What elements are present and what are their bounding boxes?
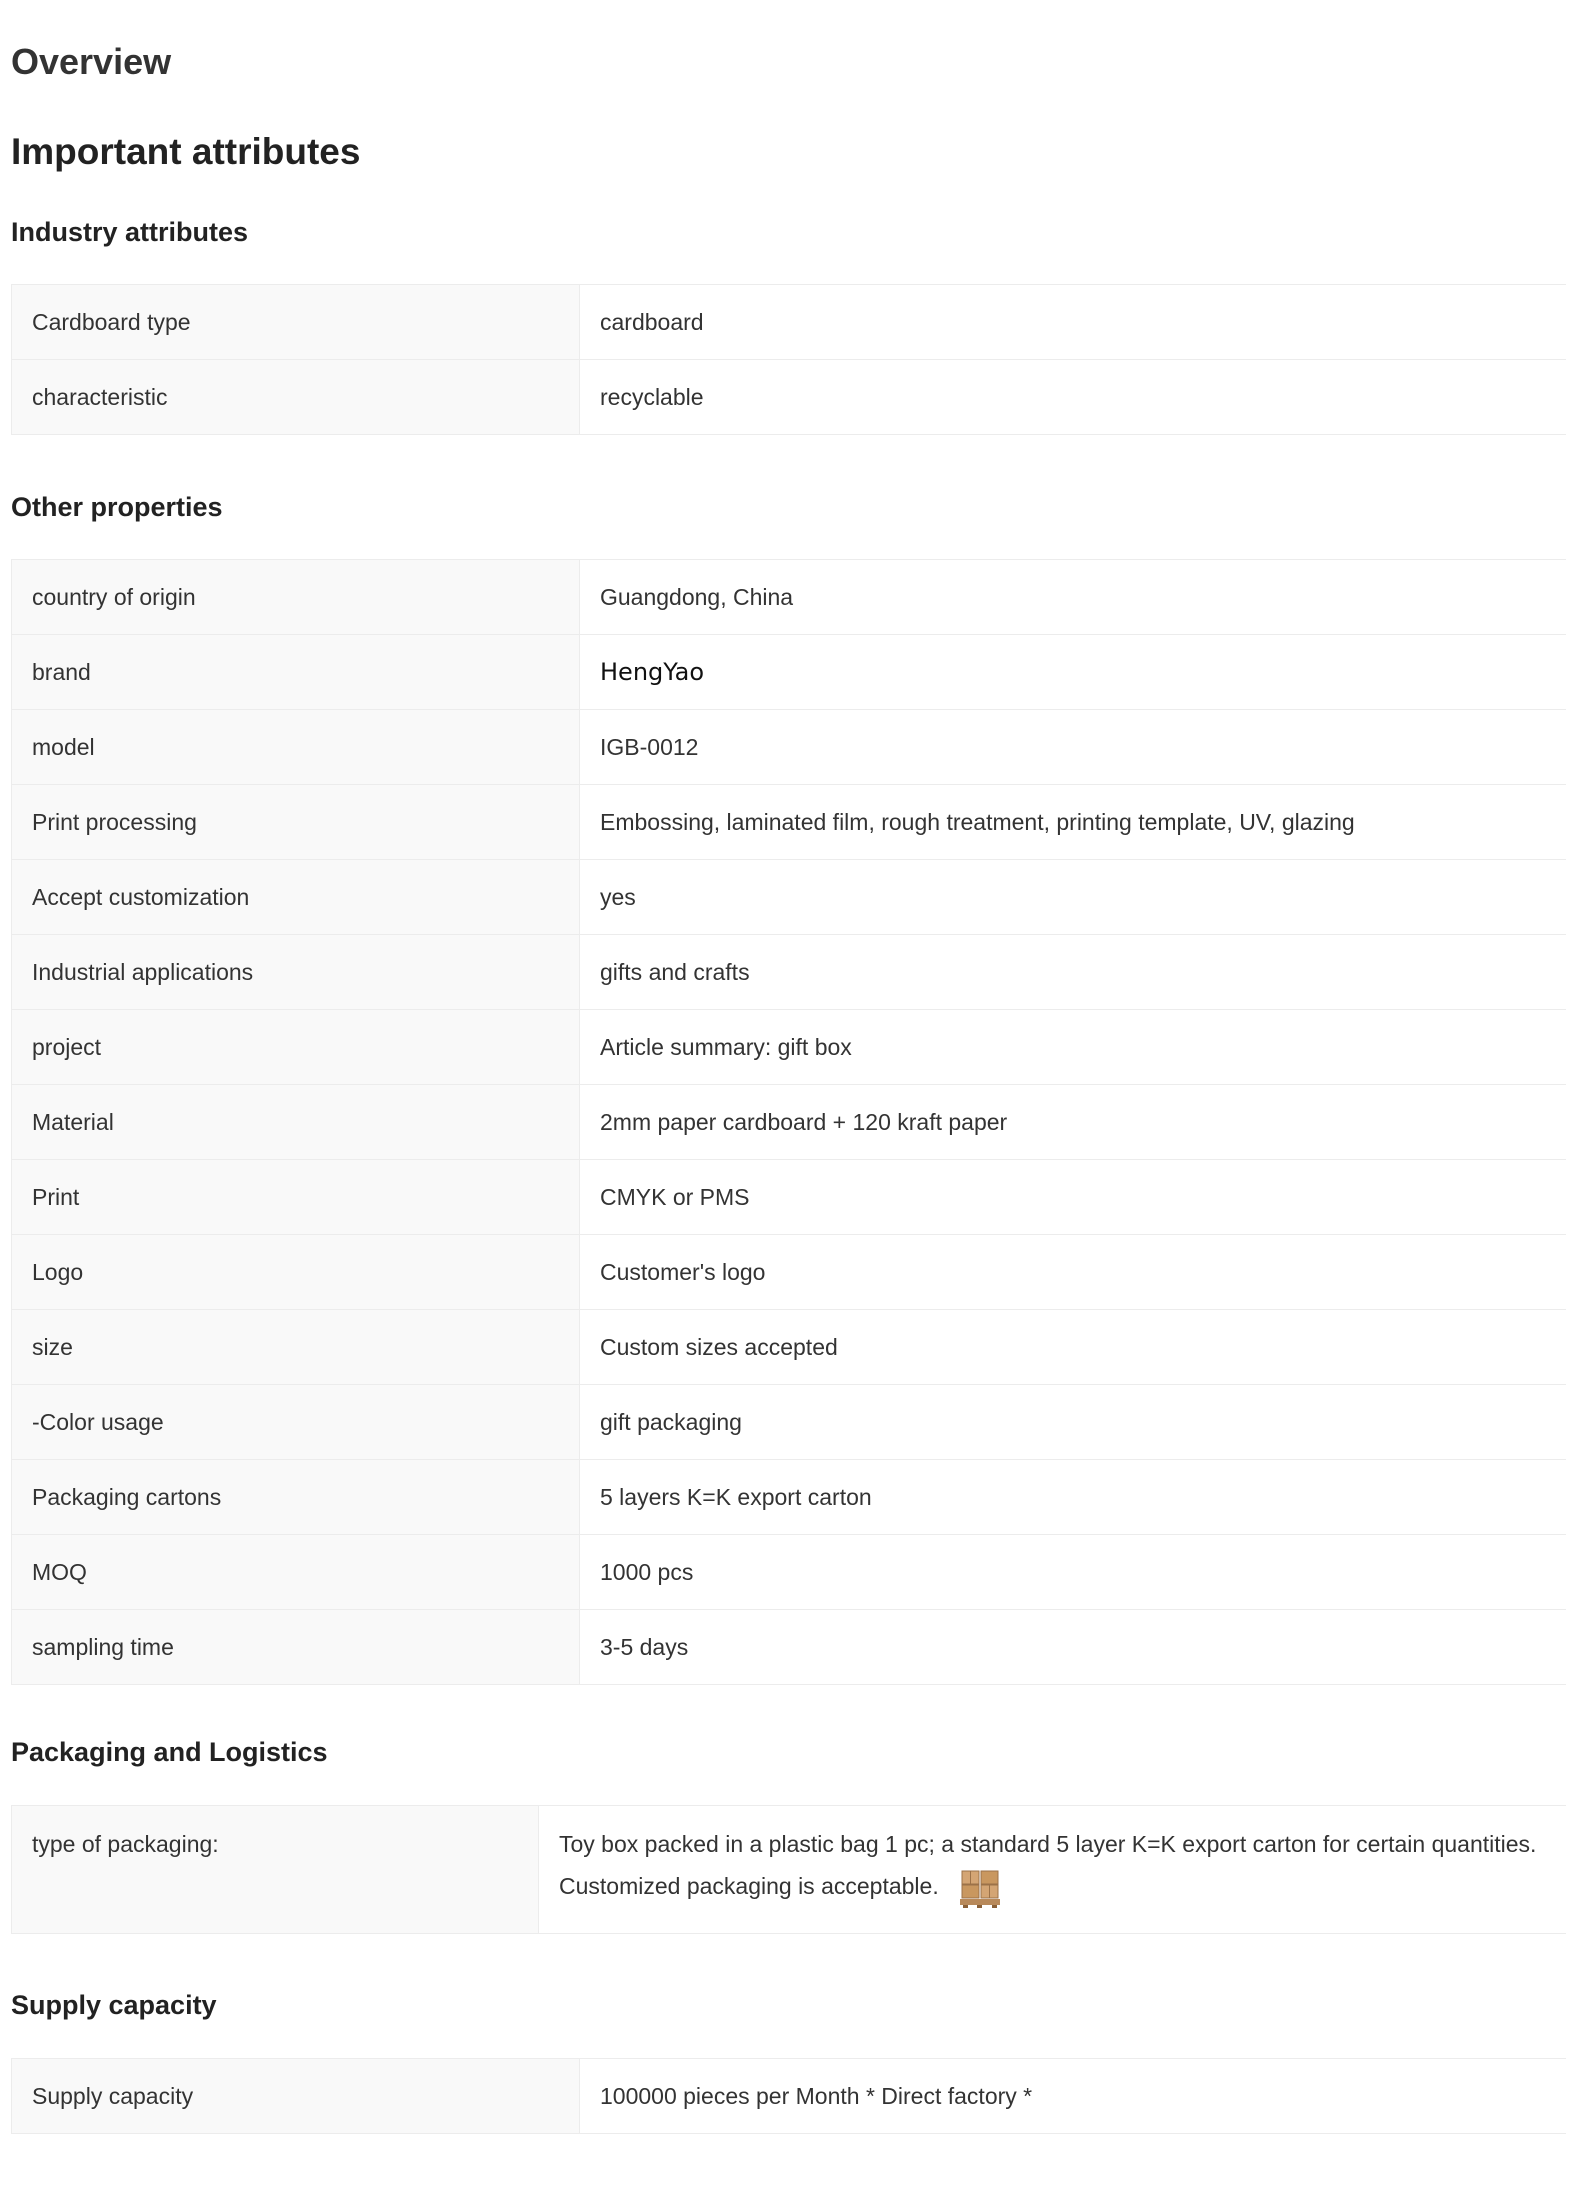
attribute-key: characteristic	[12, 360, 580, 435]
attribute-key: model	[12, 710, 580, 785]
table-row	[12, 1085, 1567, 1160]
attribute-key: Accept customization	[12, 860, 580, 935]
other-properties-heading: Other properties	[11, 492, 223, 522]
attribute-key: Industrial applications	[12, 935, 580, 1010]
pallet-boxes-icon	[957, 1868, 1003, 1908]
industry-attributes-table	[11, 284, 1566, 435]
attribute-value: recyclable	[580, 360, 1567, 435]
attribute-value: cardboard	[580, 285, 1567, 360]
table-row	[12, 935, 1567, 1010]
table-row	[12, 1610, 1567, 1685]
table-row	[12, 1385, 1567, 1460]
table-row	[12, 360, 1567, 435]
attribute-value: 2mm paper cardboard + 120 kraft paper	[580, 1085, 1567, 1160]
attribute-value: 5 layers K=K export carton	[580, 1460, 1567, 1535]
attribute-value: 1000 pcs	[580, 1535, 1567, 1610]
attribute-key: -Color usage	[12, 1385, 580, 1460]
supply-capacity-heading: Supply capacity	[11, 1990, 217, 2020]
attribute-key: brand	[12, 635, 580, 710]
table-row	[12, 1310, 1567, 1385]
attribute-key: Logo	[12, 1235, 580, 1310]
attribute-value: Embossing, laminated film, rough treatment, printing template, UV, glazing	[580, 785, 1567, 860]
attribute-key: project	[12, 1010, 580, 1085]
attribute-value: gifts and crafts	[580, 935, 1567, 1010]
table-row	[12, 710, 1567, 785]
attribute-key: Print processing	[12, 785, 580, 860]
table-row	[12, 1806, 1567, 1934]
attribute-value-cell	[580, 635, 1567, 710]
attribute-key: Packaging cartons	[12, 1460, 580, 1535]
attribute-value: 3-5 days	[580, 1610, 1567, 1685]
table-row	[12, 1535, 1567, 1610]
attribute-value: Customer's logo	[580, 1235, 1567, 1310]
brand-value: HengYao	[600, 658, 705, 686]
attribute-key: Supply capacity	[12, 2059, 580, 2134]
packaging-logistics-heading: Packaging and Logistics	[11, 1737, 328, 1767]
table-row	[12, 560, 1567, 635]
attribute-key: Material	[12, 1085, 580, 1160]
table-row	[12, 2059, 1567, 2134]
table-row	[12, 1010, 1567, 1085]
attribute-key: Print	[12, 1160, 580, 1235]
table-row	[12, 1235, 1567, 1310]
attribute-key: type of packaging:	[12, 1806, 539, 1934]
supply-capacity-table	[11, 2058, 1566, 2134]
attribute-value: Toy box packed in a plastic bag 1 pc; a standard 5 layer K=K export carton for certain quantities. Customized packaging is acceptable.	[559, 1831, 1537, 1899]
attribute-key: sampling time	[12, 1610, 580, 1685]
attribute-key: MOQ	[12, 1535, 580, 1610]
attribute-value: Guangdong, China	[580, 560, 1567, 635]
attribute-value: Article summary: gift box	[580, 1010, 1567, 1085]
attribute-value: Custom sizes accepted	[580, 1310, 1567, 1385]
attribute-value: CMYK or PMS	[580, 1160, 1567, 1235]
table-row	[12, 635, 1567, 710]
important-attributes-heading: Important attributes	[11, 131, 361, 172]
table-row	[12, 785, 1567, 860]
table-row	[12, 1460, 1567, 1535]
industry-attributes-heading: Industry attributes	[11, 217, 249, 247]
packaging-logistics-table	[11, 1805, 1566, 1934]
attribute-key: size	[12, 1310, 580, 1385]
table-row	[12, 285, 1567, 360]
attribute-key: Cardboard type	[12, 285, 580, 360]
attribute-value: IGB-0012	[580, 710, 1567, 785]
attribute-key: country of origin	[12, 560, 580, 635]
table-row	[12, 860, 1567, 935]
attribute-value: 100000 pieces per Month * Direct factory *	[580, 2059, 1567, 2134]
overview-heading: Overview	[11, 41, 172, 82]
table-row	[12, 1160, 1567, 1235]
attribute-value-cell	[539, 1806, 1567, 1934]
other-properties-table	[11, 559, 1566, 1685]
attribute-value: gift packaging	[580, 1385, 1567, 1460]
attribute-value: yes	[580, 860, 1567, 935]
